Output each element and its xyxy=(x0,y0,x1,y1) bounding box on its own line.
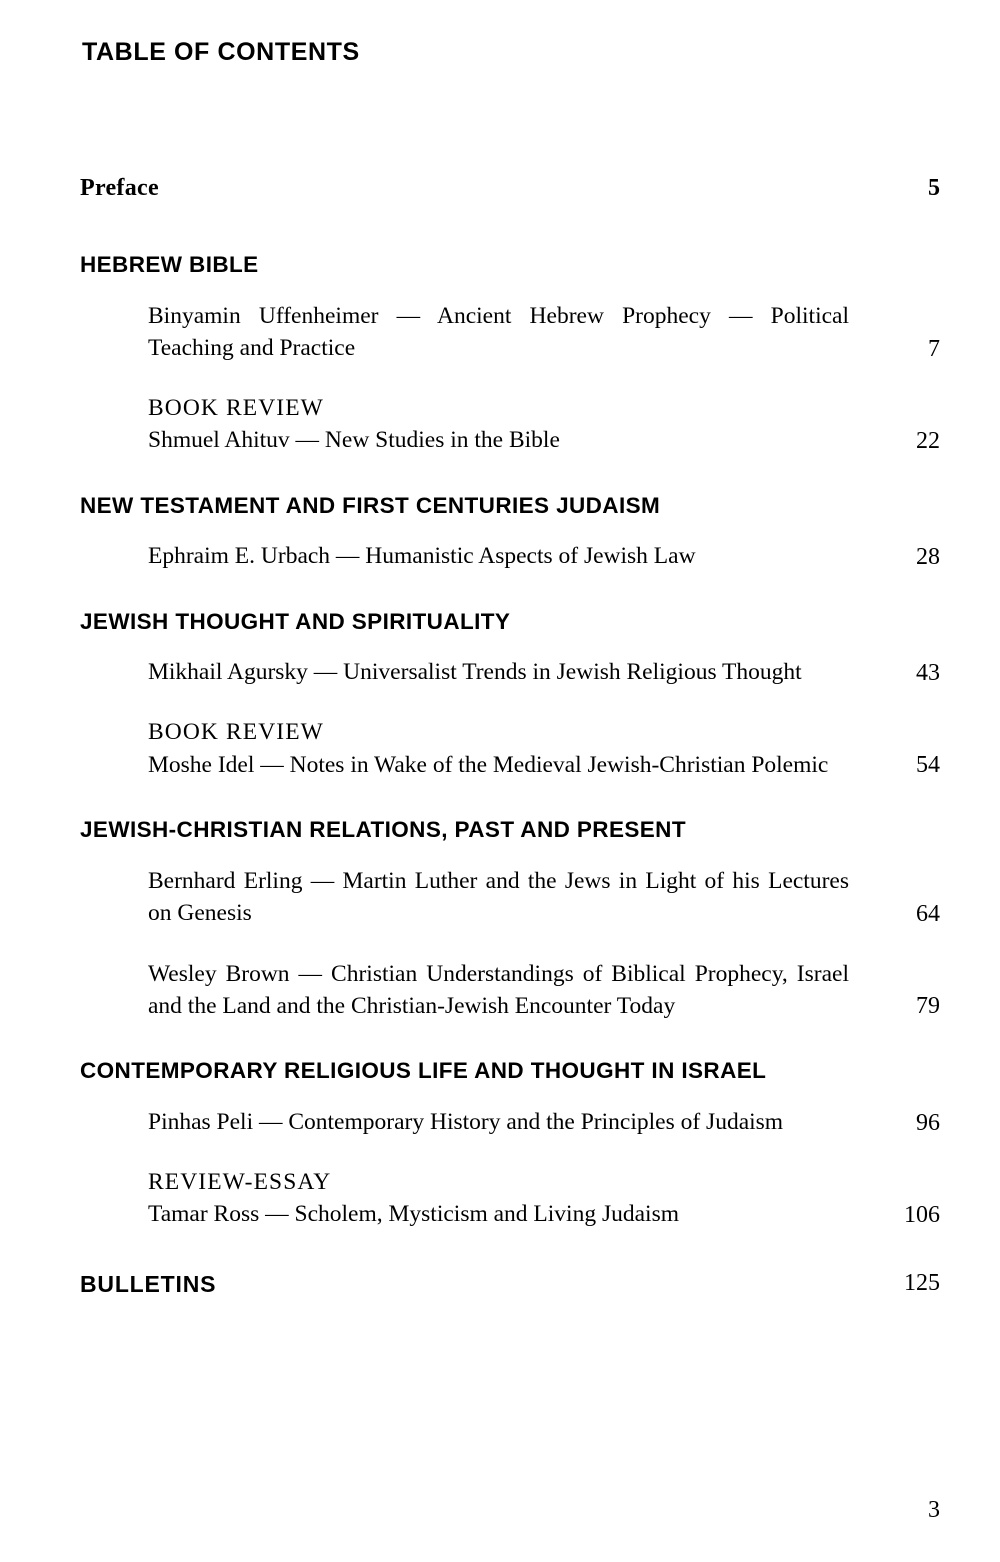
toc-entry-kicker: REVIEW-ESSAY xyxy=(148,1168,332,1195)
toc-entry-kicker: BOOK REVIEW xyxy=(148,394,324,421)
toc-entry-bulletins[interactable] xyxy=(80,1271,945,1298)
toc-section-new-testament xyxy=(80,491,945,573)
toc-entry[interactable] xyxy=(80,540,945,572)
toc-entry-text: Ephraim E. Urbach — Humanistic Aspects of Jewish Law xyxy=(148,543,696,570)
toc-entry-page-number: 54 xyxy=(916,752,940,779)
toc-entry[interactable] xyxy=(80,300,945,365)
toc-entry-text: Moshe Idel — Notes in Wake of the Medieval Jewish-Christian Polemic xyxy=(148,751,829,778)
toc-entry[interactable] xyxy=(80,393,945,457)
toc-entry-text: Mikhail Agursky — Universalist Trends in Jewish Religious Thought xyxy=(148,659,802,686)
toc-entry[interactable] xyxy=(80,656,945,688)
section-heading: JEWISH-CHRISTIAN RELATIONS, PAST AND PRESENT xyxy=(80,817,686,843)
page-folio: 3 xyxy=(928,1497,940,1523)
bulletins-page-number: 125 xyxy=(904,1269,940,1296)
toc-entry-page-number: 64 xyxy=(916,900,940,927)
toc-entry-page-number: 79 xyxy=(916,993,940,1020)
toc-entry-text: Wesley Brown — Christian Understandings of Biblical Prophecy, Israel and the Land and the Christian-Jewish Encounter Today xyxy=(148,960,849,1019)
toc-entry-text: Binyamin Uffenheimer — Ancient Hebrew Prophecy — Political Teaching and Practice xyxy=(148,302,849,362)
toc-entry-page-number: 7 xyxy=(928,335,940,362)
page-title: TABLE OF CONTENTS xyxy=(82,38,360,66)
preface-label: Preface xyxy=(80,175,159,201)
bulletins-label: BULLETINS xyxy=(80,1270,217,1297)
toc-entry-page-number: 106 xyxy=(904,1201,940,1228)
toc-entry-text: Tamar Ross — Scholem, Mysticism and Living Judaism xyxy=(148,1201,679,1228)
section-heading: JEWISH THOUGHT AND SPIRITUALITY xyxy=(80,608,511,634)
toc-entry-page-number: 28 xyxy=(916,543,940,570)
toc-section-jewish-thought xyxy=(80,607,945,781)
toc-entry[interactable] xyxy=(80,865,945,930)
toc-section-hebrew-bible xyxy=(80,250,945,457)
section-heading: CONTEMPORARY RELIGIOUS LIFE AND THOUGHT IN ISRAEL xyxy=(80,1058,767,1084)
toc-entry-text: Pinhas Peli — Contemporary History and the Principles of Judaism xyxy=(148,1109,784,1136)
toc-section-jewish-christian-relations xyxy=(80,815,945,1022)
toc-entry[interactable] xyxy=(80,717,945,781)
toc-entry-page-number: 43 xyxy=(916,659,940,686)
section-heading: HEBREW BIBLE xyxy=(80,252,259,277)
preface-page-number: 5 xyxy=(928,175,940,201)
toc-entry[interactable] xyxy=(80,1167,945,1231)
section-heading: NEW TESTAMENT AND FIRST CENTURIES JUDAISM xyxy=(80,492,661,518)
toc-entry-page-number: 96 xyxy=(916,1109,940,1136)
toc-entry-text: Bernhard Erling — Martin Luther and the Jews in Light of his Lectures on Genesis xyxy=(148,867,849,927)
toc-entry-kicker: BOOK REVIEW xyxy=(148,718,324,745)
toc-entry[interactable] xyxy=(80,958,945,1023)
toc-entry-text: Shmuel Ahituv — New Studies in the Bible xyxy=(148,427,560,454)
toc-entry-page-number: 22 xyxy=(916,427,940,454)
toc-body xyxy=(80,175,945,1298)
toc-section-contemporary-religious-life xyxy=(80,1056,945,1230)
toc-entry[interactable] xyxy=(80,1106,945,1138)
toc-entry-preface[interactable] xyxy=(80,175,945,202)
